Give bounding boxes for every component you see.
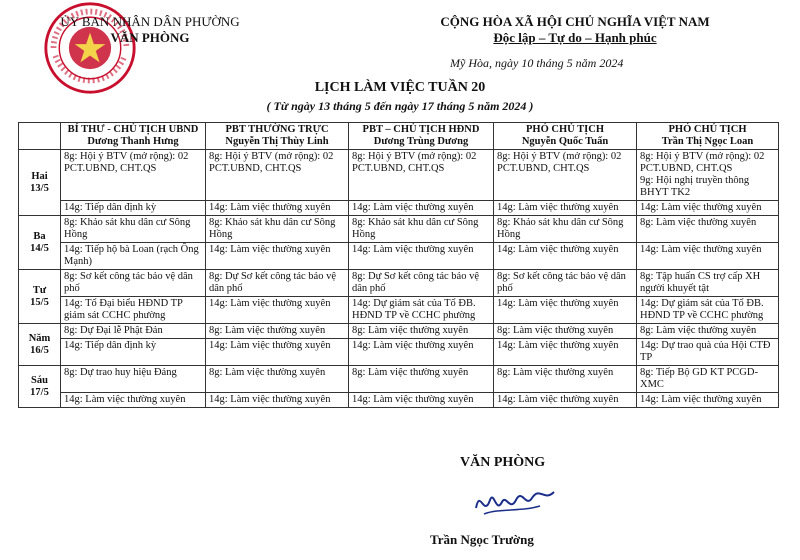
schedule-cell: 14g: Dự giám sát của Tổ ĐB. HĐND TP về CCHC phường xyxy=(349,297,494,324)
schedule-cell: 14g: Làm việc thường xuyên xyxy=(349,339,494,366)
schedule-cell: 14g: Làm việc thường xuyên xyxy=(349,243,494,270)
day-cell xyxy=(19,366,61,408)
schedule-cell: 8g: Tiếp Bộ GD KT PCGD-XMC xyxy=(637,366,779,393)
schedule-cell: 8g: Làm việc thường xuyên xyxy=(637,216,779,243)
column-header xyxy=(206,123,349,150)
schedule-cell: 14g: Làm việc thường xuyên xyxy=(494,243,637,270)
column-person: Trần Thị Ngọc Loan xyxy=(661,136,754,147)
schedule-body xyxy=(19,150,779,408)
column-role: PHÓ CHỦ TỊCH xyxy=(526,124,604,135)
day-cell xyxy=(19,270,61,324)
column-header xyxy=(637,123,779,150)
schedule-cell: 14g: Làm việc thường xuyên xyxy=(637,393,779,408)
table-row xyxy=(19,150,779,201)
schedule-cell: 8g: Dự Đại lễ Phật Đản xyxy=(61,324,206,339)
day-name: Năm xyxy=(28,332,51,344)
schedule-cell: 14g: Dự trao quà của Hội CTĐ TP xyxy=(637,339,779,366)
schedule-cell: 8g: Làm việc thường xuyên xyxy=(349,324,494,339)
schedule-cell: 8g: Sơ kết công tác bảo vệ dân phố xyxy=(61,270,206,297)
schedule-cell: 8g: Dự trao huy hiệu Đảng xyxy=(61,366,206,393)
table-row xyxy=(19,270,779,297)
day-cell xyxy=(19,324,61,366)
column-person: Dương Thanh Hưng xyxy=(87,136,179,147)
schedule-cell: 14g: Làm việc thường xuyên xyxy=(637,201,779,216)
schedule-cell: 8g: Khảo sát khu dân cư Sông Hồng xyxy=(349,216,494,243)
page-subtitle: ( Từ ngày 13 tháng 5 đến ngày 17 tháng 5 năm 2024 ) xyxy=(266,99,534,113)
column-header xyxy=(61,123,206,150)
schedule-cell: 14g: Làm việc thường xuyên xyxy=(206,297,349,324)
table-row xyxy=(19,366,779,393)
table-header-row xyxy=(19,123,779,150)
signature xyxy=(470,478,560,524)
schedule-cell: 14g: Làm việc thường xuyên xyxy=(61,393,206,408)
table-row xyxy=(19,339,779,366)
issue-date: Mỹ Hòa, ngày 10 tháng 5 năm 2024 xyxy=(450,56,624,70)
schedule-cell: 8g: Khảo sát khu dân cư Sông Hồng xyxy=(61,216,206,243)
org-line-1: ỦY BAN NHÂN DÂN PHƯỜNG xyxy=(60,14,240,29)
schedule-cell: 8g: Khảo sát khu dân cư Sông Hồng xyxy=(206,216,349,243)
schedule-cell: 14g: Làm việc thường xuyên xyxy=(494,393,637,408)
schedule-cell: 14g: Làm việc thường xuyên xyxy=(206,393,349,408)
column-role: BÍ THƯ - CHỦ TỊCH UBND xyxy=(67,124,199,135)
table-row xyxy=(19,297,779,324)
footer-office: VĂN PHÒNG xyxy=(460,455,546,470)
schedule-cell: 8g: Làm việc thường xuyên xyxy=(637,324,779,339)
schedule-cell: 14g: Làm việc thường xuyên xyxy=(637,243,779,270)
day-name: Hai xyxy=(31,170,48,182)
day-cell xyxy=(19,150,61,216)
schedule-cell: 14g: Tổ Đại biểu HĐND TP giám sát CCHC phường xyxy=(61,297,206,324)
schedule-cell: 8g: Làm việc thường xuyên xyxy=(494,366,637,393)
schedule-cell: 8g: Hội ý BTV (mở rộng): 02 PCT.UBND, CHT.QS xyxy=(61,150,206,201)
schedule-cell: 14g: Làm việc thường xuyên xyxy=(349,201,494,216)
schedule-cell: 14g: Làm việc thường xuyên xyxy=(494,339,637,366)
schedule-cell: 14g: Làm việc thường xuyên xyxy=(206,243,349,270)
schedule-cell: 8g: Làm việc thường xuyên xyxy=(349,366,494,393)
schedule-cell: 8g: Hội ý BTV (mở rộng): 02 PCT.UBND, CHT.QS xyxy=(494,150,637,201)
day-cell xyxy=(19,216,61,270)
schedule-cell: 14g: Tiếp hộ bà Loan (rạch Ông Mạnh) xyxy=(61,243,206,270)
schedule-cell: 8g: Hội ý BTV (mở rộng): 02 PCT.UBND, CHT.QS xyxy=(349,150,494,201)
schedule-cell: 8g: Khảo sát khu dân cư Sông Hồng xyxy=(494,216,637,243)
signer-name: Trần Ngọc Trường xyxy=(430,532,534,547)
table-row xyxy=(19,216,779,243)
schedule-cell: 8g: Dự Sơ kết công tác bảo vệ dân phố xyxy=(206,270,349,297)
column-role: PBT – CHỦ TỊCH HĐND xyxy=(362,124,480,135)
schedule-cell: 14g: Làm việc thường xuyên xyxy=(494,201,637,216)
schedule-cell: 14g: Tiếp dân định kỳ xyxy=(61,201,206,216)
schedule-cell: 14g: Tiếp dân định kỳ xyxy=(61,339,206,366)
country-name: CỘNG HÒA XÃ HỘI CHỦ NGHĨA VIỆT NAM xyxy=(440,14,710,29)
column-person: Dương Trùng Dương xyxy=(373,136,469,147)
org-line-2: VĂN PHÒNG xyxy=(110,30,190,45)
schedule-cell: 8g: Hội ý BTV (mở rộng): 02 PCT.UBND, CHT.QS 9g: Hội nghị truyền thông BHYT TK2 xyxy=(637,150,779,201)
day-name: Tư xyxy=(32,284,47,296)
schedule-cell: 8g: Làm việc thường xuyên xyxy=(494,324,637,339)
schedule-table xyxy=(18,122,779,408)
schedule-cell: 8g: Làm việc thường xuyên xyxy=(206,366,349,393)
column-header xyxy=(494,123,637,150)
day-date: 16/5 xyxy=(30,344,49,356)
schedule-cell: 8g: Hội ý BTV (mở rộng): 02 PCT.UBND, CHT.QS xyxy=(206,150,349,201)
schedule-cell: 8g: Dự Sơ kết công tác bảo vệ dân phố xyxy=(349,270,494,297)
table-row xyxy=(19,393,779,408)
schedule-cell: 14g: Dự giám sát của Tổ ĐB. HĐND TP về CCHC phường xyxy=(637,297,779,324)
schedule-cell: 14g: Làm việc thường xuyên xyxy=(206,201,349,216)
day-name: Ba xyxy=(33,230,46,242)
schedule-cell: 14g: Làm việc thường xuyên xyxy=(349,393,494,408)
schedule-cell: 8g: Tập huấn CS trợ cấp XH người khuyết tật xyxy=(637,270,779,297)
column-role: PHÓ CHỦ TỊCH xyxy=(668,124,747,135)
national-header xyxy=(385,14,765,46)
day-column-header xyxy=(19,123,61,150)
table-row xyxy=(19,201,779,216)
day-date: 17/5 xyxy=(30,386,49,398)
column-person: Nguyễn Thị Thùy Linh xyxy=(225,136,329,147)
national-motto: Độc lập – Tự do – Hạnh phúc xyxy=(493,30,657,45)
column-header xyxy=(349,123,494,150)
issuing-organization xyxy=(40,14,260,46)
schedule-cell: 14g: Làm việc thường xuyên xyxy=(206,339,349,366)
day-date: 14/5 xyxy=(30,242,49,254)
day-date: 15/5 xyxy=(30,296,49,308)
column-role: PBT THƯỜNG TRỰC xyxy=(225,124,329,135)
table-row xyxy=(19,324,779,339)
day-date: 13/5 xyxy=(30,182,49,194)
column-person: Nguyễn Quốc Tuấn xyxy=(521,136,609,147)
table-row xyxy=(19,243,779,270)
page-title: LỊCH LÀM VIỆC TUẦN 20 xyxy=(314,80,486,95)
schedule-cell: 14g: Làm việc thường xuyên xyxy=(494,297,637,324)
schedule-cell: 8g: Làm việc thường xuyên xyxy=(206,324,349,339)
day-name: Sáu xyxy=(31,374,48,386)
schedule-cell: 8g: Sơ kết công tác bảo vệ dân phố xyxy=(494,270,637,297)
